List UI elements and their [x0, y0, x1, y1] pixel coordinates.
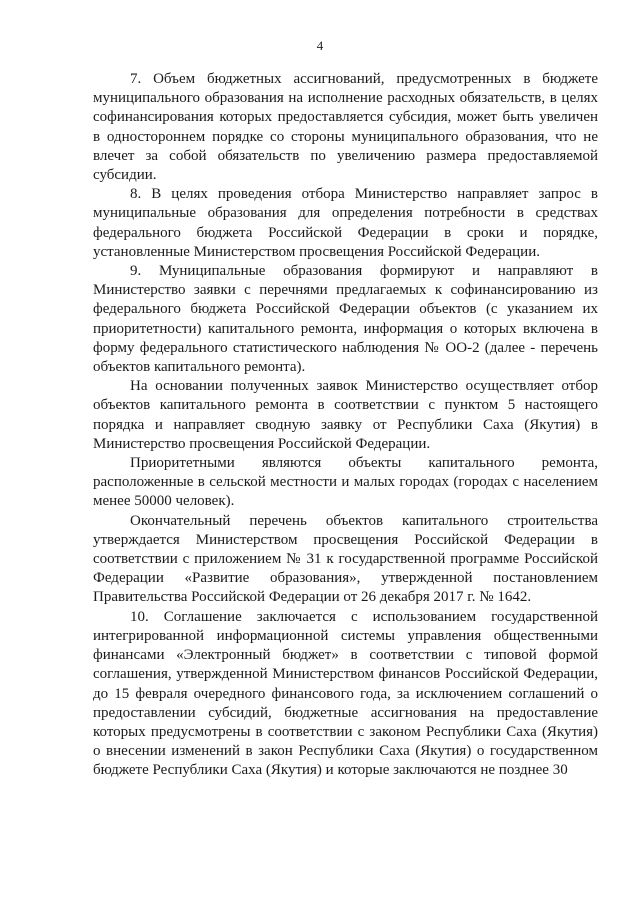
- paragraph-selection: На основании полученных заявок Министерство осуществляет отбор объектов капитального ремонта в соответствии с пунктом 5 настоящего порядка и направляет сводную заявку от Республики Саха (Якутия) в Министерство просвещения Российской Федерации.: [93, 378, 598, 452]
- page-number: 4: [316, 38, 324, 53]
- paragraph-item-10: 10. Соглашение заключается с использованием государственной интегрированной информационной системы управления общественными финансами «Электронный бюджет» в соответствии с типовой формой соглашения, утвержденной Министерством финансов Российской Федерации, до 15 февраля очередного финансового года, за исключением соглашений о предоставлении субсидий, бюджетные ассигнования на предоставление которых предусмотрены в соответствии с законом Республики Саха (Якутия) о внесении изменений в закон Республики Саха (Якутия) о государственном бюджете Республики Саха (Якутия) и которые заключаются не позднее 30: [93, 608, 598, 779]
- paragraph-item-9: 9. Муниципальные образования формируют и направляют в Министерство заявки с перечнями предлагаемых к софинансированию из федерального бюджета Российской Федерации объектов (с указанием их приоритетности) капитального ремонта, информация о которых включена в форму федерального статистического наблюдения № ОО-2 (далее - перечень объектов капитального ремонта).: [93, 263, 598, 376]
- paragraph-priority: Приоритетными являются объекты капитального ремонта, расположенные в сельской местности и малых городах (городах с населением менее 50000 человек).: [93, 455, 598, 510]
- document-body: [93, 70, 598, 781]
- paragraph-item-7: 7. Объем бюджетных ассигнований, предусмотренных в бюджете муниципального образования на исполнение расходных обязательств, в целях софинансирования которых предоставляется субсидия, может быть увеличен в одностороннем порядке со стороны муниципального образования, что не влечет за собой обязательств по увеличению размера предоставляемой субсидии.: [93, 71, 598, 184]
- paragraph-item-8: 8. В целях проведения отбора Министерство направляет запрос в муниципальные образования для определения потребности в средствах федерального бюджета Российской Федерации в сроки и порядке, установленные Министерством просвещения Российской Федерации.: [93, 186, 598, 260]
- paragraph-final-list: Окончательный перечень объектов капитального строительства утверждается Министерством просвещения Российской Федерации в соответствии с приложением № 31 к государственной программе Российской Федерации «Развитие образования», утвержденной постановлением Правительства Российской Федерации от 26 декабря 2017 г. № 1642.: [93, 512, 598, 606]
